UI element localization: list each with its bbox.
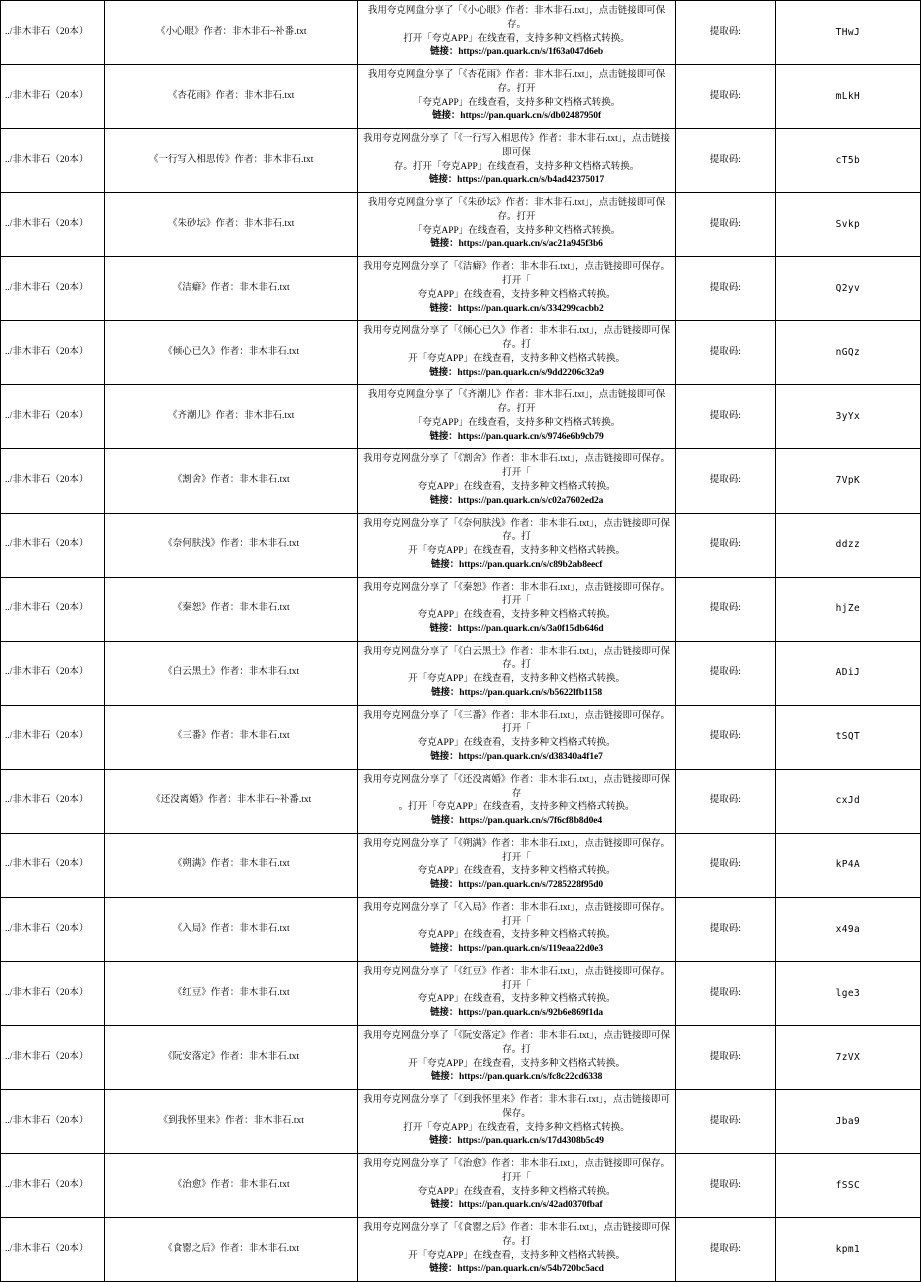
table-row (1, 769, 921, 833)
share-text-line: 我用夸克网盘分享了「《阮安落定》作者：非木非石.txt」，点击链接即可保存。打 (363, 1031, 670, 1055)
table-row (1, 385, 921, 449)
cell-share-description (358, 833, 675, 897)
table-row (1, 1154, 921, 1218)
table-row (1, 1026, 921, 1090)
cell-code-label: 提取码: (675, 705, 775, 769)
share-text-line: 我用夸克网盘分享了「《白云黑土》作者：非木非石.txt」，点击链接即可保存。打 (363, 646, 670, 671)
cell-book-title: 《治愈》作者：非木非石.txt (105, 1154, 358, 1218)
cell-extraction-code[interactable]: kpm1 (775, 1218, 920, 1282)
table-row (1, 321, 921, 385)
cell-code-label: 提取码: (675, 897, 775, 961)
share-text-line: 我用夸克网盘分享了「《小心眼》作者：非木非石.txt」，点击链接即可保存。 (367, 6, 666, 30)
cell-path: ../非木非石（20本） (1, 385, 105, 449)
share-text-line: 我用夸克网盘分享了「《倾心已久》作者：非木非石.txt」，点击链接即可保存。打 (363, 326, 670, 351)
cell-path: ../非木非石（20本） (1, 1090, 105, 1154)
cell-path: ../非木非石（20本） (1, 65, 105, 129)
share-text-line: 「夸克APP」在线查看，支持多种文档格式转换。 (412, 225, 621, 236)
cell-extraction-code[interactable]: nGQz (775, 321, 920, 385)
cell-path: ../非木非石（20本） (1, 1, 105, 65)
share-text-line: 我用夸克网盘分享了「《奈何肤浅》作者：非木非石.txt」，点击链接即可保存。打 (363, 518, 670, 543)
table-row (1, 1090, 921, 1154)
share-text-line: 。打开「夸克APP」在线查看，支持多种文档格式转换。 (398, 802, 635, 813)
cell-share-description (358, 129, 675, 193)
cell-path: ../非木非石（20本） (1, 513, 105, 577)
cell-book-title: 《小心眼》作者：非木非石~补番.txt (105, 1, 358, 65)
cell-path: ../非木非石（20本） (1, 769, 105, 833)
cell-book-title: 《洁癖》作者：非木非石.txt (105, 257, 358, 321)
cell-book-title: 《到我怀里来》作者：非木非石.txt (105, 1090, 358, 1154)
share-text-line: 开「夸克APP」在线查看，支持多种文档格式转换。 (408, 1058, 626, 1069)
cell-code-label: 提取码: (675, 641, 775, 705)
cell-share-description (358, 513, 675, 577)
share-text-line: 夸克APP」在线查看，支持多种文档格式转换。 (417, 1186, 616, 1197)
table-row (1, 705, 921, 769)
share-text-line: 我用夸克网盘分享了「《秦恕》作者：非木非石.txt」，点击链接即可保存。打开「 (363, 582, 670, 607)
share-link-text[interactable]: 链接：https://pan.quark.cn/s/17d4308b5c49 (429, 1136, 604, 1147)
cell-book-title: 《奈何肤浅》作者：非木非石.txt (105, 513, 358, 577)
cell-book-title: 《白云黑土》作者：非木非石.txt (105, 641, 358, 705)
share-text-line: 打开「夸克APP」在线查看，支持多种文档格式转换。 (403, 1122, 630, 1133)
cell-book-title: 《朱砂坛》作者：非木非石.txt (105, 193, 358, 257)
share-text-line: 开「夸克APP」在线查看，支持多种文档格式转换。 (408, 353, 626, 364)
cell-path: ../非木非石（20本） (1, 897, 105, 961)
cell-share-description (358, 65, 675, 129)
cell-code-label: 提取码: (675, 513, 775, 577)
table-body (1, 1, 921, 1282)
share-link-text[interactable]: 链接：https://pan.quark.cn/s/92b6e869f1da (430, 1008, 604, 1019)
cell-code-label: 提取码: (675, 769, 775, 833)
cell-book-title: 《入局》作者：非木非石.txt (105, 897, 358, 961)
cell-share-description (358, 1154, 675, 1218)
share-link-text[interactable]: 链接：https://pan.quark.cn/s/9dd2206c32a9 (429, 367, 604, 378)
share-text-line: 我用夸克网盘分享了「《齐潮儿》作者：非木非石.txt」，点击链接即可保存。打开 (367, 390, 666, 415)
share-text-line: 我用夸克网盘分享了「《一行写入相思传》作者：非木非石.txt」，点击链接即可保 (363, 134, 670, 158)
share-link-text[interactable]: 链接：https://pan.quark.cn/s/db02487950f (432, 111, 602, 122)
cell-code-label: 提取码: (675, 1026, 775, 1090)
share-text-line: 存。打开「夸克APP」在线查看，支持多种文档格式转换。 (393, 161, 640, 172)
share-text-line: 夸克APP」在线查看，支持多种文档格式转换。 (417, 289, 616, 300)
cell-code-label: 提取码: (675, 1090, 775, 1154)
share-text-line: 我用夸克网盘分享了「《三番》作者：非木非石.txt」，点击链接即可保存。打开「 (363, 710, 670, 735)
cell-code-label: 提取码: (675, 1154, 775, 1218)
share-link-text[interactable]: 链接：https://pan.quark.cn/s/7f6cf8b8d0e4 (431, 816, 602, 827)
table-row (1, 961, 921, 1025)
cell-extraction-code[interactable]: kP4A (775, 833, 920, 897)
share-text-line: 我用夸克网盘分享了「《治愈》作者：非木非石.txt」，点击链接即可保存。打开「 (363, 1159, 670, 1183)
share-text-line: 夸克APP」在线查看，支持多种文档格式转换。 (417, 481, 616, 492)
share-text-line: 夸克APP」在线查看，支持多种文档格式转换。 (417, 930, 616, 941)
cell-share-description (358, 769, 675, 833)
table-row (1, 449, 921, 513)
cell-book-title: 《一行写入相思传》作者：非木非石.txt (105, 129, 358, 193)
cell-path: ../非木非石（20本） (1, 1026, 105, 1090)
share-text-line: 我用夸克网盘分享了「《食罂之后》作者：非木非石.txt」，点击链接即可保存。打 (363, 1223, 670, 1247)
cell-path: ../非木非石（20本） (1, 321, 105, 385)
share-text-line: 我用夸克网盘分享了「《洁癖》作者：非木非石.txt」，点击链接即可保存。打开「 (363, 262, 670, 287)
cell-extraction-code[interactable]: Jba9 (775, 1090, 920, 1154)
cell-extraction-code[interactable]: lge3 (775, 961, 920, 1025)
cell-share-description (358, 1090, 675, 1154)
share-text-line: 开「夸克APP」在线查看，支持多种文档格式转换。 (408, 546, 626, 557)
cell-path: ../非木非石（20本） (1, 833, 105, 897)
share-link-text[interactable]: 链接：https://pan.quark.cn/s/119eaa22d0e3 (430, 944, 604, 955)
share-link-text[interactable]: 链接：https://pan.quark.cn/s/c02a7602ed2a (429, 495, 604, 506)
cell-code-label: 提取码: (675, 321, 775, 385)
cell-extraction-code[interactable]: Svkp (775, 193, 920, 257)
cell-book-title: 《还没离婚》作者：非木非石~补番.txt (105, 769, 358, 833)
table-row (1, 513, 921, 577)
share-link-text[interactable]: 链接：https://pan.quark.cn/s/42ad0370fbaf (430, 1200, 603, 1211)
cell-share-description (358, 961, 675, 1025)
share-link-text[interactable]: 链接：https://pan.quark.cn/s/54b720bc5acd (429, 1264, 604, 1275)
cell-path: ../非木非石（20本） (1, 129, 105, 193)
cell-share-description (358, 577, 675, 641)
cell-share-description (358, 257, 675, 321)
cell-path: ../非木非石（20本） (1, 577, 105, 641)
share-text-line: 开「夸克APP」在线查看，支持多种文档格式转换。 (408, 1250, 626, 1261)
cell-extraction-code[interactable]: tSQT (775, 705, 920, 769)
cell-code-label: 提取码: (675, 577, 775, 641)
cell-extraction-code[interactable]: fSSC (775, 1154, 920, 1218)
cell-extraction-code[interactable]: 7VpK (775, 449, 920, 513)
cell-share-description (358, 897, 675, 961)
cell-extraction-code[interactable]: hjZe (775, 577, 920, 641)
share-text-line: 我用夸克网盘分享了「《朱砂坛》作者：非木非石.txt」，点击链接即可保存。打开 (367, 198, 666, 222)
share-text-line: 夸克APP」在线查看，支持多种文档格式转换。 (417, 994, 616, 1005)
share-text-line: 我用夸克网盘分享了「《还没离婚》作者：非木非石.txt」，点击链接即可保存 (363, 774, 670, 799)
table-row (1, 1, 921, 65)
cell-code-label: 提取码: (675, 385, 775, 449)
share-link-text[interactable]: 链接：https://pan.quark.cn/s/fc8c22cd6338 (430, 1072, 603, 1083)
table-row (1, 897, 921, 961)
share-text-line: 「夸克APP」在线查看，支持多种文档格式转换。 (412, 97, 621, 108)
cell-code-label: 提取码: (675, 449, 775, 513)
share-text-line: 我用夸克网盘分享了「《割舍》作者：非木非石.txt」，点击链接即可保存。打开「 (363, 454, 670, 479)
cell-share-description (358, 321, 675, 385)
share-text-line: 我用夸克网盘分享了「《杏花雨》作者：非木非石.txt」，点击链接即可保存。打开 (367, 70, 666, 94)
cell-share-description (358, 449, 675, 513)
cell-book-title: 《倾心已久》作者：非木非石.txt (105, 321, 358, 385)
cell-share-description (358, 193, 675, 257)
cell-extraction-code[interactable]: cT5b (775, 129, 920, 193)
share-link-text[interactable]: 链接：https://pan.quark.cn/s/3a0f15db646d (429, 623, 604, 634)
cell-code-label: 提取码: (675, 961, 775, 1025)
cell-book-title: 《割舍》作者：非木非石.txt (105, 449, 358, 513)
cell-path: ../非木非石（20本） (1, 961, 105, 1025)
cell-extraction-code[interactable]: cxJd (775, 769, 920, 833)
share-link-text[interactable]: 链接：https://pan.quark.cn/s/c89b2ab8eecf (430, 559, 603, 570)
share-text-line: 夸克APP」在线查看，支持多种文档格式转换。 (417, 610, 616, 621)
cell-path: ../非木非石（20本） (1, 1218, 105, 1282)
cell-code-label: 提取码: (675, 193, 775, 257)
cell-path: ../非木非石（20本） (1, 705, 105, 769)
cell-share-description (358, 1, 675, 65)
share-text-line: 打开「夸克APP」在线查看，支持多种文档格式转换。 (403, 33, 630, 44)
cell-share-description (358, 705, 675, 769)
cell-extraction-code[interactable]: ADiJ (775, 641, 920, 705)
share-text-line: 我用夸克网盘分享了「《入局》作者：非木非石.txt」，点击链接即可保存。打开「 (363, 902, 670, 927)
cell-code-label: 提取码: (675, 833, 775, 897)
cell-book-title: 《三番》作者：非木非石.txt (105, 705, 358, 769)
cell-book-title: 《红豆》作者：非木非石.txt (105, 961, 358, 1025)
cell-extraction-code[interactable]: x49a (775, 897, 920, 961)
share-text-line: 我用夸克网盘分享了「《到我怀里来》作者：非木非石.txt」，点击链接即可保存。 (363, 1095, 670, 1119)
share-link-text[interactable]: 链接：https://pan.quark.cn/s/b5622lfb1158 (431, 687, 603, 698)
table-row (1, 65, 921, 129)
share-link-text[interactable]: 链接：https://pan.quark.cn/s/b4ad42375017 (428, 175, 605, 186)
cell-book-title: 《秦恕》作者：非木非石.txt (105, 577, 358, 641)
cell-book-title: 《杏花雨》作者：非木非石.txt (105, 65, 358, 129)
cell-share-description (358, 1026, 675, 1090)
cell-book-title: 《朔满》作者：非木非石.txt (105, 833, 358, 897)
share-link-text[interactable]: 链接：https://pan.quark.cn/s/ac21a945f3b6 (430, 239, 603, 250)
table-row (1, 193, 921, 257)
cell-code-label: 提取码: (675, 1, 775, 65)
cell-path: ../非木非石（20本） (1, 641, 105, 705)
cell-extraction-code[interactable]: 7zVX (775, 1026, 920, 1090)
cell-extraction-code[interactable]: THwJ (775, 1, 920, 65)
share-text-line: 我用夸克网盘分享了「《红豆》作者：非木非石.txt」，点击链接即可保存。打开「 (363, 966, 670, 991)
cell-extraction-code[interactable]: 3yYx (775, 385, 920, 449)
share-text-line: 夸克APP」在线查看，支持多种文档格式转换。 (417, 738, 616, 749)
cell-code-label: 提取码: (675, 1218, 775, 1282)
share-link-text[interactable]: 链接：https://pan.quark.cn/s/334299cacbb2 (429, 303, 604, 314)
cell-extraction-code[interactable]: ddzz (775, 513, 920, 577)
share-text-line: 夸克APP」在线查看，支持多种文档格式转换。 (417, 866, 616, 877)
cell-path: ../非木非石（20本） (1, 449, 105, 513)
cell-code-label: 提取码: (675, 129, 775, 193)
cell-share-description (358, 385, 675, 449)
cell-book-title: 《阮安落定》作者：非木非石.txt (105, 1026, 358, 1090)
share-link-text[interactable]: 链接：https://pan.quark.cn/s/7285228f95d0 (430, 880, 604, 891)
cell-extraction-code[interactable]: Q2yv (775, 257, 920, 321)
cell-path: ../非木非石（20本） (1, 257, 105, 321)
share-link-text[interactable]: 链接：https://pan.quark.cn/s/9746e6b9cb79 (429, 431, 604, 442)
table-row (1, 129, 921, 193)
cell-share-description (358, 641, 675, 705)
cell-share-description (358, 1218, 675, 1282)
cell-extraction-code[interactable]: mLkH (775, 65, 920, 129)
table-row (1, 1218, 921, 1282)
share-link-text[interactable]: 链接：https://pan.quark.cn/s/1f63a047d6eb (430, 47, 604, 58)
cell-code-label: 提取码: (675, 257, 775, 321)
share-text-line: 开「夸克APP」在线查看，支持多种文档格式转换。 (408, 674, 626, 685)
cell-code-label: 提取码: (675, 65, 775, 129)
cell-path: ../非木非石（20本） (1, 193, 105, 257)
share-text-line: 「夸克APP」在线查看，支持多种文档格式转换。 (412, 417, 621, 428)
cell-book-title: 《齐潮儿》作者：非木非石.txt (105, 385, 358, 449)
share-link-text[interactable]: 链接：https://pan.quark.cn/s/d38340a4f1e7 (430, 751, 603, 762)
cell-book-title: 《食罂之后》作者：非木非石.txt (105, 1218, 358, 1282)
table-row (1, 257, 921, 321)
table-row (1, 833, 921, 897)
share-text-line: 我用夸克网盘分享了「《朔满》作者：非木非石.txt」，点击链接即可保存。打开「 (363, 838, 670, 863)
table-row (1, 577, 921, 641)
cell-path: ../非木非石（20本） (1, 1154, 105, 1218)
table-row (1, 641, 921, 705)
